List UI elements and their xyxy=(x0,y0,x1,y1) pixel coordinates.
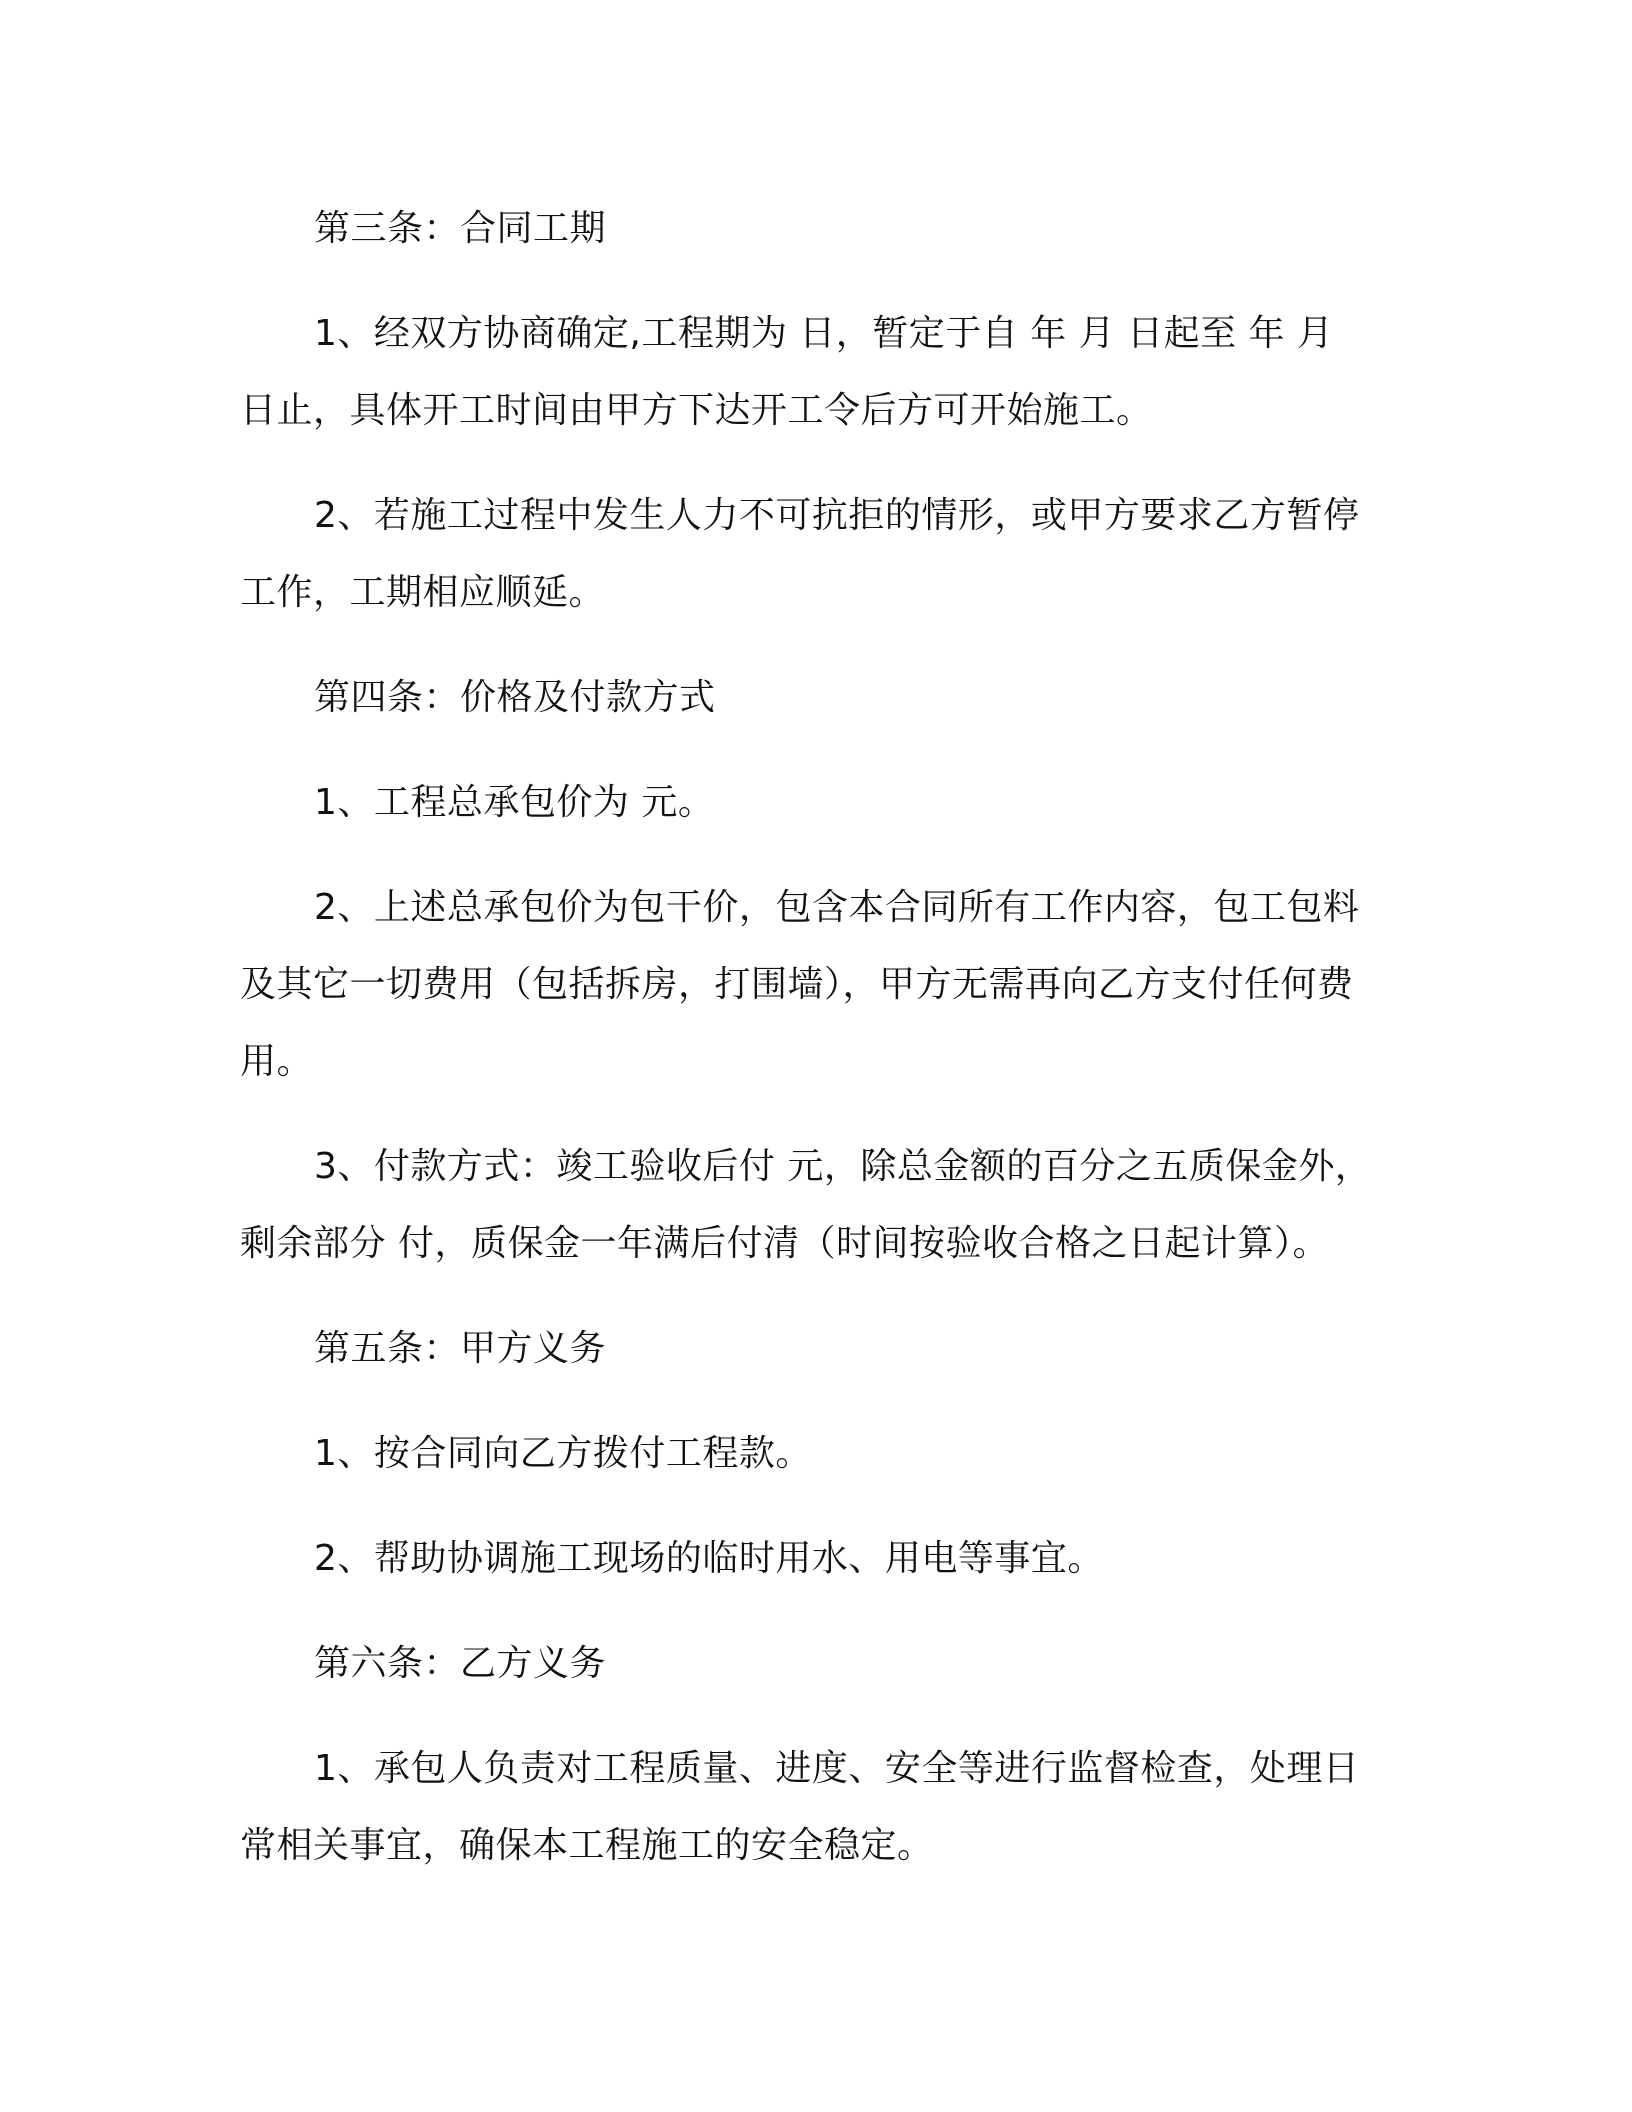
section-heading-3: 第三条：合同工期 xyxy=(314,208,607,249)
document-body xyxy=(240,190,1375,1912)
clause-4-1: 1、工程总承包价为 元。 xyxy=(314,782,715,823)
clause-3-2: 2、若施工过程中发生人力不可抗拒的情形，或甲方要求乙方暂停工作，工期相应顺延。 xyxy=(240,495,1360,613)
clause-4-2: 2、上述总承包价为包干价，包含本合同所有工作内容，包工包料及其它一切费用（包括拆房，打围墙），甲方无需再向乙方支付任何费用。 xyxy=(240,887,1360,1082)
section-heading-6: 第六条：乙方义务 xyxy=(314,1643,607,1684)
section-heading-4: 第四条：价格及付款方式 xyxy=(314,677,716,718)
clause-5-2: 2、帮助协调施工现场的临时用水、用电等事宜。 xyxy=(314,1538,1104,1579)
section-heading-5: 第五条：甲方义务 xyxy=(314,1328,607,1369)
clause-4-3: 3、付款方式：竣工验收后付 元，除总金额的百分之五质保金外，剩余部分 付，质保金一年满后付清（时间按验收合格之日起计算）。 xyxy=(240,1146,1372,1264)
clause-3-1: 1、经双方协商确定,工程期为 日，暂定于自 年 月 日起至 年 月 日止，具体开工时间由甲方下达开工令后方可开始施工。 xyxy=(240,313,1334,431)
clause-6-1: 1、承包人负责对工程质量、进度、安全等进行监督检查，处理日常相关事宜，确保本工程施工的安全稳定。 xyxy=(240,1748,1360,1866)
clause-5-1: 1、按合同向乙方拨付工程款。 xyxy=(314,1433,812,1474)
